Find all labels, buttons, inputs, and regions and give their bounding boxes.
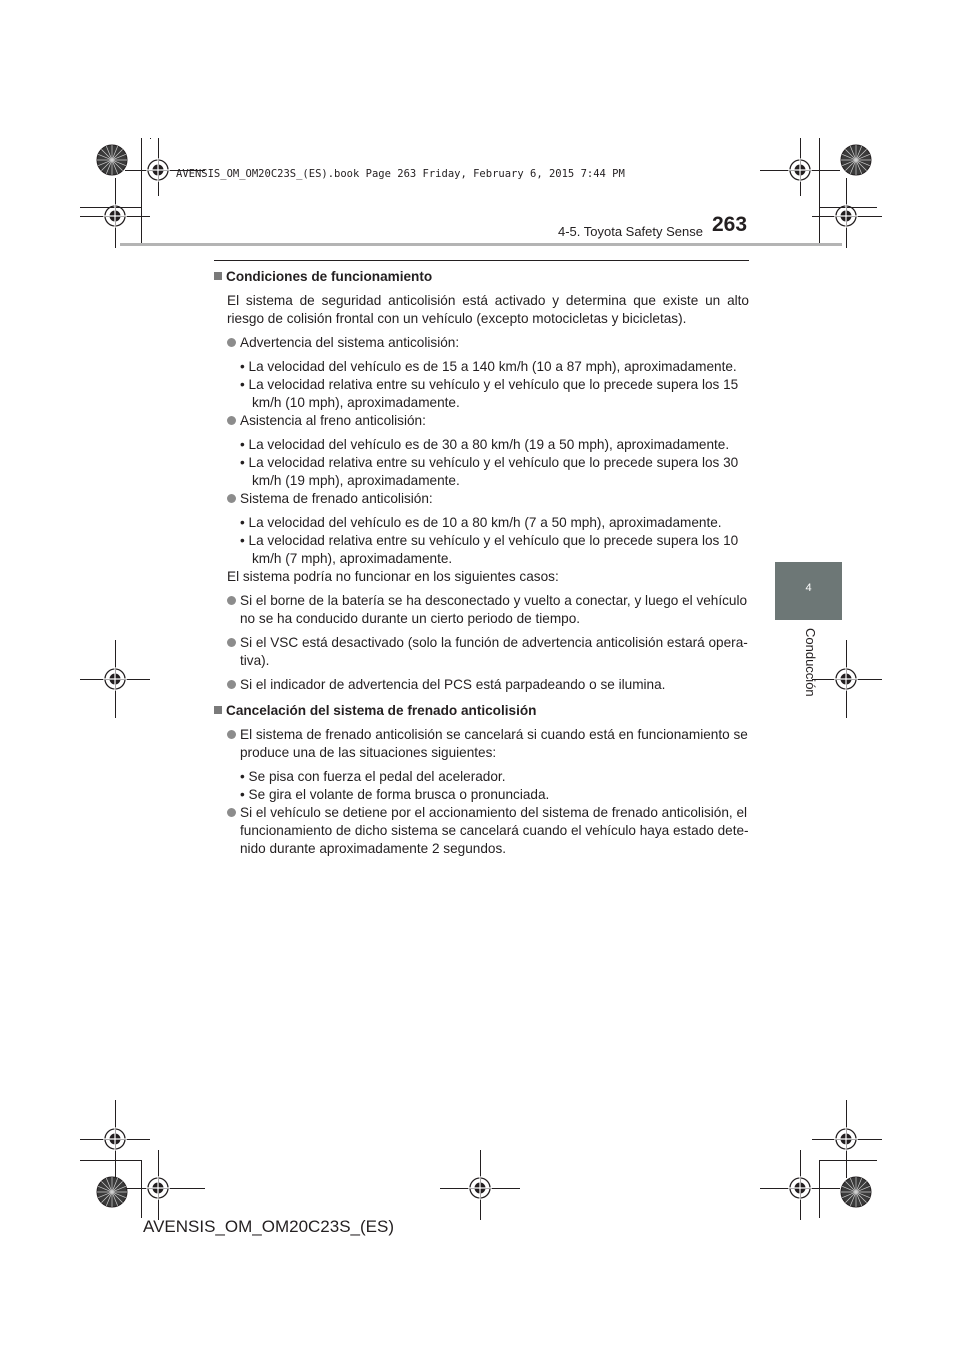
bullet-item-cont: tiva).	[240, 653, 270, 668]
square-bullet-icon	[214, 272, 222, 280]
bullet-item: Si el borne de la batería se ha desconectado y vuelto a conectar, y luego el vehículo	[214, 592, 749, 610]
sub-item: • Se gira el volante de forma brusca o pronunciada.	[240, 787, 550, 802]
bullet-item-cont: produce una de las situaciones siguientes:	[240, 745, 497, 760]
chapter-tab	[775, 562, 842, 620]
heading-cancellation: Cancelación del sistema de frenado anticolisión	[214, 702, 749, 720]
bullet-item: Si el vehículo se detiene por el accionamiento del sistema de frenado anticolisión, el	[214, 804, 749, 822]
sub-item: • La velocidad del vehículo es de 10 a 80 km/h (7 a 50 mph), aproximadamente.	[240, 515, 722, 530]
intro-line: El sistema de seguridad anticolisión está activado y determina que existe un alto	[227, 293, 749, 308]
bullet-item: Sistema de frenado anticolisión:	[214, 490, 749, 508]
bullet-item: Asistencia al freno anticolisión:	[214, 412, 749, 430]
sub-item: • La velocidad relativa entre su vehículo y el vehículo que lo precede supera los 15	[240, 377, 739, 392]
round-bullet-icon	[227, 638, 236, 647]
header-rule	[120, 243, 842, 246]
bullet-item: El sistema de frenado anticolisión se cancelará si cuando está en funcionamiento se	[214, 726, 749, 744]
round-bullet-icon	[227, 494, 236, 503]
main-content	[214, 266, 749, 858]
sub-item: • La velocidad del vehículo es de 30 a 80 km/h (19 a 50 mph), aproximadamente.	[240, 437, 730, 452]
intro-line: riesgo de colisión frontal con un vehículo (excepto motocicletas y bicicletas).	[227, 311, 687, 326]
sub-item: • La velocidad del vehículo es de 15 a 140 km/h (10 a 87 mph), aproximadamente.	[240, 359, 737, 374]
round-bullet-icon	[227, 596, 236, 605]
chapter-number: 4	[805, 582, 812, 594]
bullet-item-cont: no se ha conducido durante un cierto periodo de tiempo.	[240, 611, 581, 626]
bullet-item: Si el VSC está desactivado (solo la función de advertencia anticolisión estará opera-	[214, 634, 749, 652]
heading-conditions: Condiciones de funcionamiento	[214, 268, 749, 286]
section-title: 4-5. Toyota Safety Sense	[557, 224, 703, 239]
round-bullet-icon	[227, 730, 236, 739]
sub-item: • La velocidad relativa entre su vehículo y el vehículo que lo precede supera los 30	[240, 455, 739, 470]
sub-item: • Se pisa con fuerza el pedal del acelerador.	[240, 769, 506, 784]
round-bullet-icon	[227, 416, 236, 425]
page-number: 263	[712, 213, 748, 236]
sub-item: • La velocidad relativa entre su vehículo y el vehículo que lo precede supera los 10	[240, 533, 739, 548]
chapter-label: Conducción	[803, 628, 818, 697]
sub-item-cont: km/h (7 mph), aproximadamente.	[252, 551, 453, 566]
round-bullet-icon	[227, 338, 236, 347]
sub-item-cont: km/h (19 mph), aproximadamente.	[252, 473, 460, 488]
square-bullet-icon	[214, 706, 222, 714]
bullet-item: Advertencia del sistema anticolisión:	[214, 334, 749, 352]
footer-code: AVENSIS_OM_OM20C23S_(ES)	[143, 1217, 394, 1236]
round-bullet-icon	[227, 808, 236, 817]
bullet-item-cont: nido durante aproximadamente 2 segundos.	[240, 841, 507, 856]
content-rule	[214, 260, 749, 261]
sub-item-cont: km/h (10 mph), aproximadamente.	[252, 395, 460, 410]
bullet-item: Si el indicador de advertencia del PCS está parpadeando o se ilumina.	[214, 676, 749, 694]
cases-intro: El sistema podría no funcionar en los siguientes casos:	[227, 569, 559, 584]
round-bullet-icon	[227, 680, 236, 689]
book-info-line: AVENSIS_OM_OM20C23S_(ES).book Page 263 Friday, February 6, 2015 7:44 PM	[176, 168, 625, 180]
bullet-item-cont: funcionamiento de dicho sistema se cancelará cuando el vehículo haya estado dete-	[240, 823, 749, 838]
